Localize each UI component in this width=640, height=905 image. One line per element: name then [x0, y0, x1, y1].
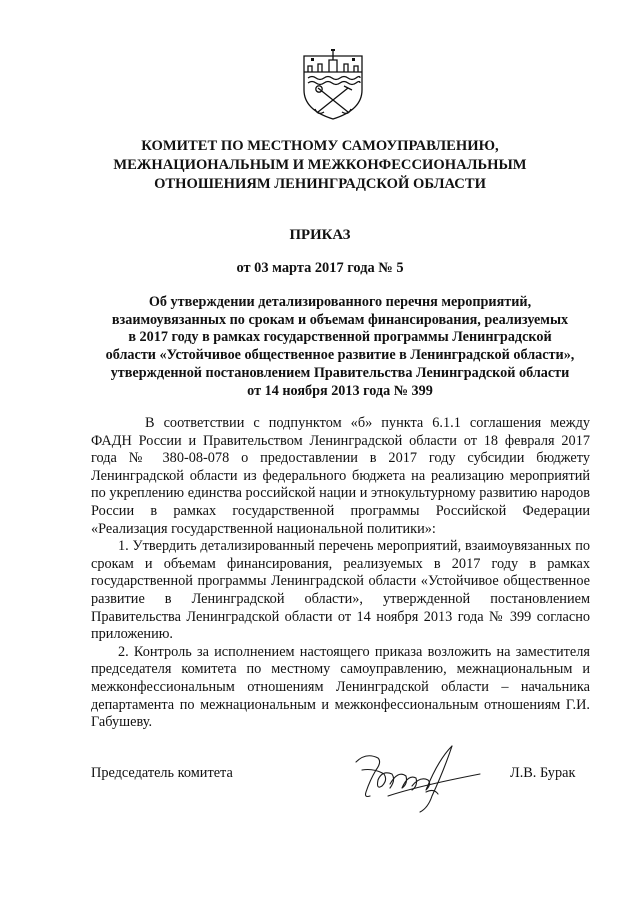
- order-subject-line: области «Устойчивое общественное развитие в Ленинградской области»,: [105, 347, 575, 364]
- organization-title-line: ОТНОШЕНИЯМ ЛЕНИНГРАДСКОЙ ОБЛАСТИ: [154, 176, 486, 192]
- order-subject-line: утвержденной постановлением Правительства Ленинградской области: [110, 364, 570, 381]
- organization-title-line: МЕЖНАЦИОНАЛЬНЫМ И МЕЖКОНФЕССИОНАЛЬНЫМ: [113, 157, 527, 173]
- handwritten-signature: [348, 740, 488, 818]
- order-subject-line: Об утверждении детализированного перечня мероприятий,: [148, 294, 532, 310]
- order-item-1: 1. Утвердить детализированный перечень мероприятий, взаимоувязанных по срокам и объемам финансирования, реализуемых в 2017 году в рамках государственной программы Ленинградской области «Устойчивое общественное развитие в Ленинградской области», утвержденной постановлением Правительства Ленинградской области от 14 ноября 2013 года № 399 согласно приложению.: [91, 538, 590, 643]
- signatory-name: Л.В. Бурак: [510, 765, 576, 781]
- preamble-paragraph: В соответствии с подпунктом «б» пункта 6.1.1 соглашения между ФАДН России и Правительством Ленинградской области от 18 февраля 2017 года № 380-08-078 о предоставлении в 2017 году субсидии бюджету Ленинградской области из федерального бюджета на реализацию мероприятий по укреплению единства российской нации и этнокультурному развитию народов России в рамках государственной программы Российской Федерации «Реализация государственной национальной политики»:: [91, 415, 590, 537]
- order-item-2: 2. Контроль за исполнением настоящего приказа возложить на заместителя председателя комитета по местному самоуправлению, межнациональным и межконфессиональным отношениям Ленинградской области – начальника департамента по межнациональным и межконфессиональным отношениям Г.И. Габушеву.: [91, 643, 590, 731]
- order-subject-line: взаимоувязанных по срокам и объемам финансирования, реализуемых: [111, 311, 569, 328]
- order-date: от 03 марта 2017 года № 5: [236, 260, 404, 276]
- order-subject: [90, 294, 590, 400]
- order-title: ПРИКАЗ: [289, 227, 351, 243]
- leningrad-oblast-emblem-icon: [298, 46, 368, 122]
- order-subject-line: в 2017 году в рамках государственной программы Ленинградской: [128, 329, 552, 346]
- order-body: [91, 415, 590, 732]
- organization-title-line: КОМИТЕТ ПО МЕСТНОМУ САМОУПРАВЛЕНИЮ,: [141, 138, 499, 154]
- order-subject-line: от 14 ноября 2013 года № 399: [247, 382, 433, 399]
- organization-title: [60, 137, 580, 194]
- signatory-title: Председатель комитета: [91, 765, 233, 781]
